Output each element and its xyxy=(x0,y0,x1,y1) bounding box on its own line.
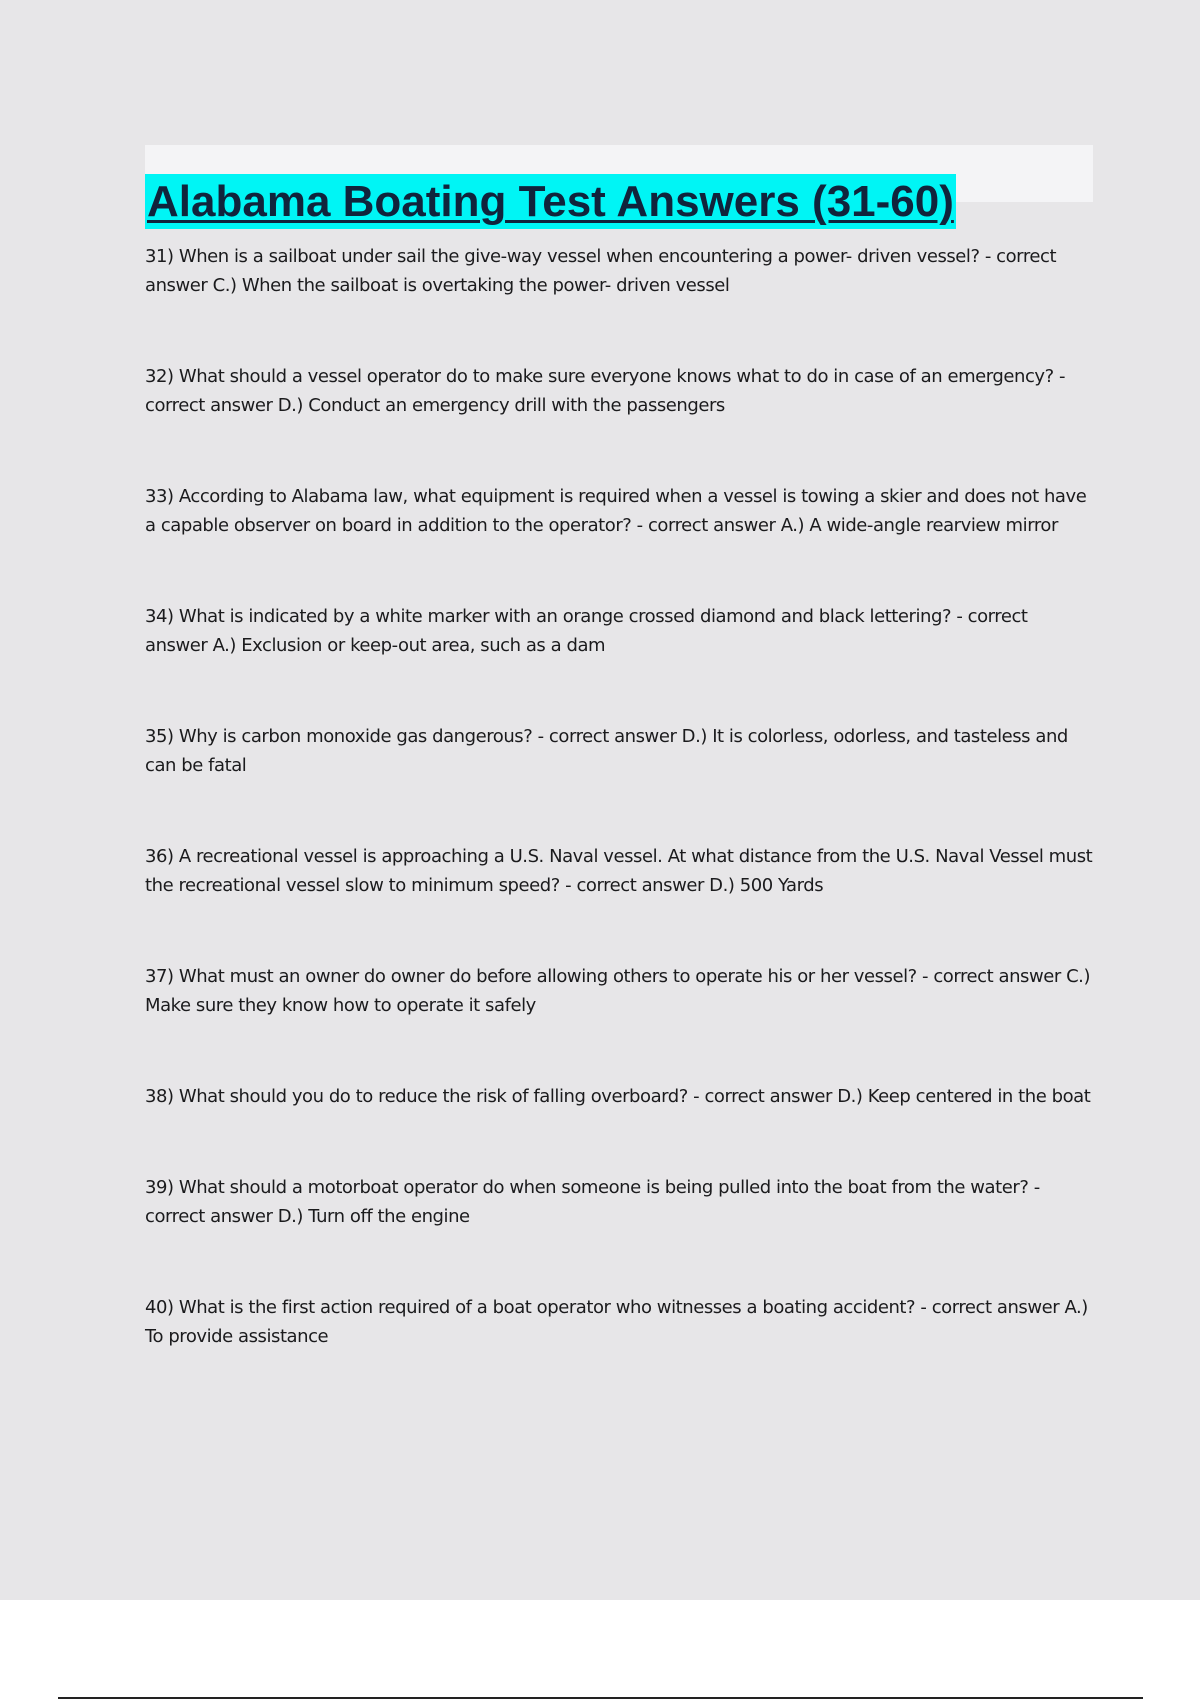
question-answer-item: 34) What is indicated by a white marker with an orange crossed diamond and black lettering? - correct answer A.) Exclusion or keep-out area, such as a dam xyxy=(145,606,1028,656)
question-answer-item: 38) What should you do to reduce the risk of falling overboard? - correct answer D.) Keep centered in the boat xyxy=(145,1086,1091,1107)
question-answer-item: 31) When is a sailboat under sail the give-way vessel when encountering a power- driven vessel? - correct answer C.) When the sailboat is overtaking the power- driven vessel xyxy=(145,246,1057,296)
document-title: Alabama Boating Test Answers (31-60) xyxy=(145,174,956,229)
question-answer-item: 40) What is the first action required of a boat operator who witnesses a boating accident? - correct answer A.) To provide assistance xyxy=(145,1297,1088,1347)
question-answer-list xyxy=(145,242,1095,1351)
question-answer-item: 36) A recreational vessel is approaching a U.S. Naval vessel. At what distance from the U.S. Naval Vessel must the recreational vessel slow to minimum speed? - correct answer D.) 500 Yards xyxy=(145,846,1093,896)
question-answer-item: 33) According to Alabama law, what equipment is required when a vessel is towing a skier and does not have a capable observer on board in addition to the operator? - correct answer A.) A wide-angle rearview mirror xyxy=(145,486,1087,536)
question-answer-item: 37) What must an owner do owner do before allowing others to operate his or her vessel? - correct answer C.) Make sure they know how to operate it safely xyxy=(145,966,1091,1016)
question-answer-item: 35) Why is carbon monoxide gas dangerous? - correct answer D.) It is colorless, odorless, and tasteless and can be fatal xyxy=(145,726,1068,776)
question-answer-item: 39) What should a motorboat operator do when someone is being pulled into the boat from the water? - correct answer D.) Turn off the engine xyxy=(145,1177,1040,1227)
question-answer-item: 32) What should a vessel operator do to make sure everyone knows what to do in case of an emergency? - correct answer D.) Conduct an emergency drill with the passengers xyxy=(145,366,1066,416)
footer-divider xyxy=(58,1697,1143,1699)
